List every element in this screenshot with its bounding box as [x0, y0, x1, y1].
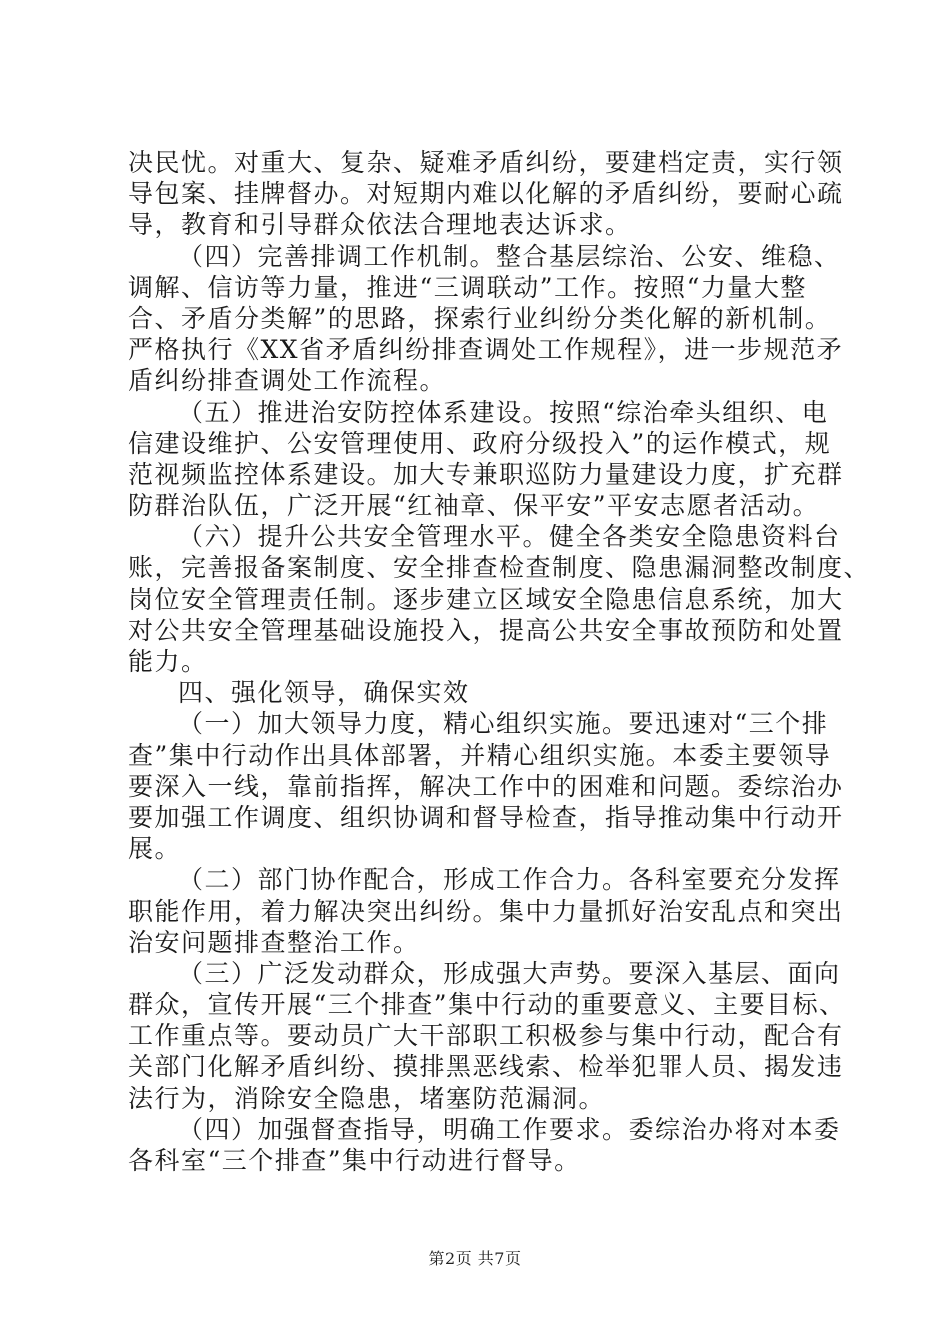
text-line: 信建设维护、公安管理使用、政府分级投入”的运作模式，规	[128, 428, 832, 458]
text-line: （四）完善排调工作机制。整合基层综治、公安、维稳、	[178, 241, 841, 271]
text-line: （二）部门协作配合，形成工作合力。各科室要充分发挥	[178, 865, 841, 895]
text-line: 职能作用，着力解决突出纠纷。集中力量抓好治安乱点和突出	[128, 896, 844, 926]
document-body	[128, 147, 871, 1176]
text-line: 群众，宣传开展“三个排查”集中行动的重要意义、主要目标、	[128, 990, 846, 1020]
text-line: 法行为，消除安全隐患，堵塞防范漏洞。	[128, 1083, 606, 1113]
text-line: （三）广泛发动群众，形成强大声势。要深入基层、面向	[178, 958, 841, 988]
text-line: 防群治队伍，广泛开展“红袖章、保平安”平安志愿者活动。	[128, 491, 820, 521]
text-line: 岗位安全管理责任制。逐步建立区域安全隐患信息系统，加大	[128, 584, 844, 614]
text-line: 合、矛盾分类解”的思路，探索行业纠纷分类化解的新机制。	[128, 303, 832, 333]
text-line: 各科室“三个排查”集中行动进行督导。	[128, 1146, 581, 1175]
text-line: 要深入一线，靠前指挥，解决工作中的困难和问题。委综治办	[128, 771, 844, 801]
text-line: 治安问题排查整治工作。	[128, 927, 420, 957]
text-line: 四、强化领导，确保实效	[178, 678, 470, 708]
page-footer: 第2页 共7页	[428, 1249, 522, 1268]
text-line: 范视频监控体系建设。加大专兼职巡防力量建设力度，扩充群	[128, 459, 844, 489]
text-line: 账，完善报备案制度、安全排查检查制度、隐患漏洞整改制度、	[128, 553, 871, 583]
text-line: （四）加强督查指导，明确工作要求。委综治办将对本委	[178, 1114, 841, 1144]
text-line: 对公共安全管理基础设施投入，提高公共安全事故预防和处置	[128, 615, 844, 645]
text-line: 展。	[128, 834, 182, 864]
text-line: （一）加大领导力度，精心组织实施。要迅速对“三个排	[178, 709, 829, 739]
text-line: 严格执行《XX省矛盾纠纷排查调处工作规程》，进一步规范矛	[128, 335, 844, 365]
text-line: 工作重点等。要动员广大干部职工积极参与集中行动，配合有	[128, 1021, 844, 1051]
text-line: 能力。	[128, 647, 208, 676]
text-line: 调解、信访等力量，推进“三调联动”工作。按照“力量大整	[128, 272, 807, 302]
text-line: 导包案、挂牌督办。对短期内难以化解的矛盾纠纷，要耐心疏	[128, 179, 844, 209]
text-line: 导，教育和引导群众依法合理地表达诉求。	[128, 210, 632, 240]
text-line: 要加强工作调度、组织协调和督导检查，指导推动集中行动开	[128, 802, 844, 832]
text-line: （五）推进治安防控体系建设。按照“综治牵头组织、电	[178, 397, 829, 427]
text-line: 关部门化解矛盾纠纷、摸排黑恶线索、检举犯罪人员、揭发违	[128, 1052, 844, 1082]
text-line: 决民忧。对重大、复杂、疑难矛盾纠纷，要建档定责，实行领	[128, 148, 844, 177]
text-line: 盾纠纷排查调处工作流程。	[128, 366, 447, 396]
text-line: （六）提升公共安全管理水平。健全各类安全隐患资料台	[178, 522, 841, 552]
text-line: 查”集中行动作出具体部署，并精心组织实施。本委主要领导	[128, 740, 832, 770]
